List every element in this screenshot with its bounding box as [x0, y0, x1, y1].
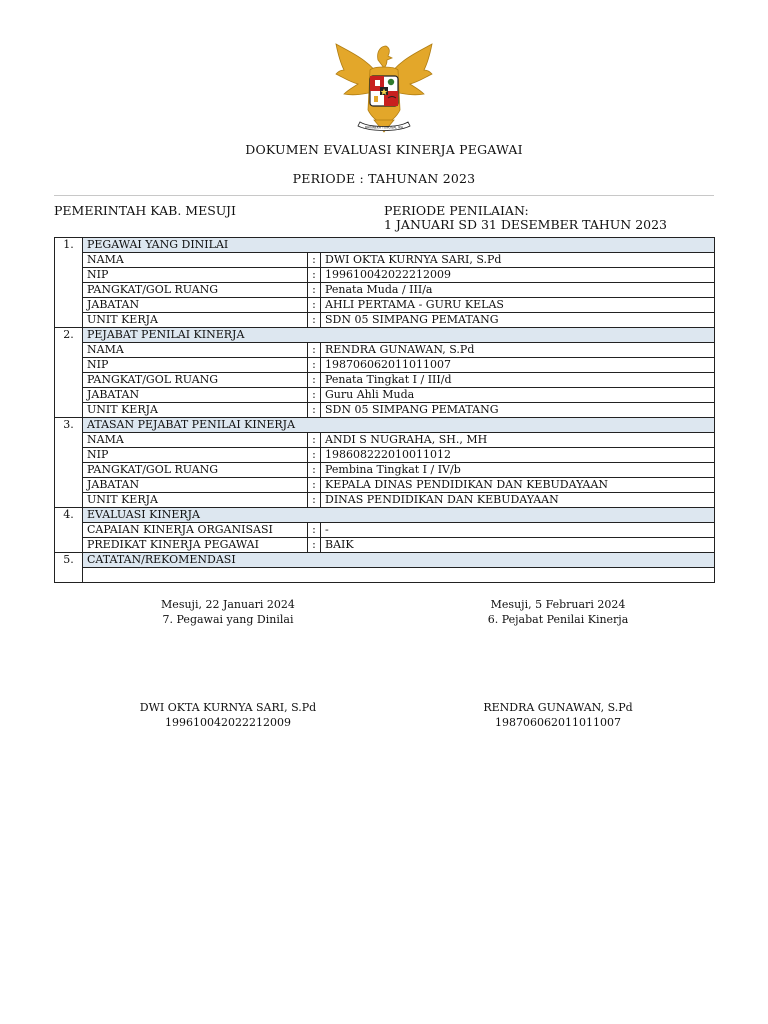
- field-separator: :: [308, 463, 321, 478]
- field-label: NIP: [83, 448, 308, 463]
- table-row: [55, 388, 715, 403]
- field-label: NAMA: [83, 343, 308, 358]
- table-row: [55, 343, 715, 358]
- section-number: 1.: [55, 238, 83, 328]
- table-row: [55, 538, 715, 553]
- section-number: 2.: [55, 328, 83, 418]
- field-separator: :: [308, 358, 321, 373]
- assessment-period-range: 1 JANUARI SD 31 DESEMBER TAHUN 2023: [384, 217, 668, 232]
- field-separator: :: [308, 373, 321, 388]
- table-row: [55, 283, 715, 298]
- table-row: [55, 493, 715, 508]
- signature-nip: 199610042022212009: [165, 716, 291, 729]
- signature-right: [428, 597, 688, 627]
- field-label: NIP: [83, 268, 308, 283]
- field-label: NIP: [83, 358, 308, 373]
- section-header: [55, 418, 715, 433]
- field-label: JABATAN: [83, 388, 308, 403]
- table-row: [55, 313, 715, 328]
- field-value: 198706062011011007: [321, 358, 715, 373]
- field-separator: :: [308, 298, 321, 313]
- section-number: 4.: [55, 508, 83, 553]
- field-value: ANDI S NUGRAHA, SH., MH: [321, 433, 715, 448]
- field-value: SDN 05 SIMPANG PEMATANG: [321, 313, 715, 328]
- table-row: [55, 478, 715, 493]
- evaluation-table: [54, 237, 715, 583]
- table-row: [55, 253, 715, 268]
- table-row: [55, 298, 715, 313]
- signature-right-identity: [428, 700, 688, 730]
- signature-place-date: Mesuji, 5 Februari 2024: [490, 598, 626, 611]
- field-separator: :: [308, 343, 321, 358]
- field-label: PANGKAT/GOL RUANG: [83, 373, 308, 388]
- notes-cell: [83, 568, 715, 583]
- section-header: [55, 553, 715, 568]
- field-value: AHLI PERTAMA - GURU KELAS: [321, 298, 715, 313]
- field-label: UNIT KERJA: [83, 313, 308, 328]
- field-value: Guru Ahli Muda: [321, 388, 715, 403]
- field-label: NAMA: [83, 433, 308, 448]
- signature-left: [98, 597, 358, 627]
- field-label: PREDIKAT KINERJA PEGAWAI: [83, 538, 308, 553]
- notes-row: [55, 568, 715, 583]
- agency-name: PEMERINTAH KAB. MESUJI: [54, 203, 236, 218]
- field-label: JABATAN: [83, 478, 308, 493]
- field-value: SDN 05 SIMPANG PEMATANG: [321, 403, 715, 418]
- field-value: -: [321, 523, 715, 538]
- section-header: [55, 328, 715, 343]
- signature-role: 7. Pegawai yang Dinilai: [162, 613, 294, 626]
- field-label: CAPAIAN KINERJA ORGANISASI: [83, 523, 308, 538]
- field-separator: :: [308, 268, 321, 283]
- field-label: UNIT KERJA: [83, 403, 308, 418]
- table-row: [55, 268, 715, 283]
- field-separator: :: [308, 283, 321, 298]
- emblem-motto: BHINNEKA TUNGGAL IKA: [364, 125, 404, 130]
- table-row: [55, 358, 715, 373]
- field-value: 199610042022212009: [321, 268, 715, 283]
- section-title: PEJABAT PENILAI KINERJA: [83, 328, 715, 343]
- field-separator: :: [308, 253, 321, 268]
- signature-place-date: Mesuji, 22 Januari 2024: [161, 598, 295, 611]
- field-separator: :: [308, 523, 321, 538]
- field-value: DWI OKTA KURNYA SARI, S.Pd: [321, 253, 715, 268]
- field-separator: :: [308, 448, 321, 463]
- field-value: DINAS PENDIDIKAN DAN KEBUDAYAAN: [321, 493, 715, 508]
- field-label: UNIT KERJA: [83, 493, 308, 508]
- table-row: [55, 403, 715, 418]
- field-value: Pembina Tingkat I / IV/b: [321, 463, 715, 478]
- signature-role: 6. Pejabat Penilai Kinerja: [487, 613, 629, 626]
- section-title: CATATAN/REKOMENDASI: [83, 553, 715, 568]
- field-separator: :: [308, 538, 321, 553]
- table-row: [55, 433, 715, 448]
- field-separator: :: [308, 478, 321, 493]
- field-value: RENDRA GUNAWAN, S.Pd: [321, 343, 715, 358]
- field-separator: :: [308, 313, 321, 328]
- garuda-pancasila-emblem: [330, 40, 438, 134]
- field-value: Penata Tingkat I / III/d: [321, 373, 715, 388]
- section-number: 5.: [55, 553, 83, 583]
- section-number: 3.: [55, 418, 83, 508]
- document-title: DOKUMEN EVALUASI KINERJA PEGAWAI: [245, 142, 523, 157]
- section-title: PEGAWAI YANG DINILAI: [83, 238, 715, 253]
- field-label: PANGKAT/GOL RUANG: [83, 283, 308, 298]
- document-period: PERIODE : TAHUNAN 2023: [292, 171, 476, 186]
- field-separator: :: [308, 388, 321, 403]
- field-separator: :: [308, 493, 321, 508]
- field-separator: :: [308, 403, 321, 418]
- section-header: [55, 238, 715, 253]
- field-label: NAMA: [83, 253, 308, 268]
- field-value: 198608222010011012: [321, 448, 715, 463]
- field-value: KEPALA DINAS PENDIDIKAN DAN KEBUDAYAAN: [321, 478, 715, 493]
- table-row: [55, 463, 715, 478]
- field-separator: :: [308, 433, 321, 448]
- section-title: ATASAN PEJABAT PENILAI KINERJA: [83, 418, 715, 433]
- signature-name: DWI OKTA KURNYA SARI, S.Pd: [139, 701, 317, 714]
- section-title: EVALUASI KINERJA: [83, 508, 715, 523]
- table-row: [55, 523, 715, 538]
- header-divider: [54, 195, 714, 196]
- assessment-period-label: PERIODE PENILAIAN:: [384, 203, 529, 218]
- signature-left-identity: [98, 700, 358, 730]
- field-value: BAIK: [321, 538, 715, 553]
- signature-name: RENDRA GUNAWAN, S.Pd: [483, 701, 633, 714]
- field-label: JABATAN: [83, 298, 308, 313]
- section-header: [55, 508, 715, 523]
- signature-nip: 198706062011011007: [495, 716, 621, 729]
- table-row: [55, 448, 715, 463]
- field-value: Penata Muda / III/a: [321, 283, 715, 298]
- table-row: [55, 373, 715, 388]
- field-label: PANGKAT/GOL RUANG: [83, 463, 308, 478]
